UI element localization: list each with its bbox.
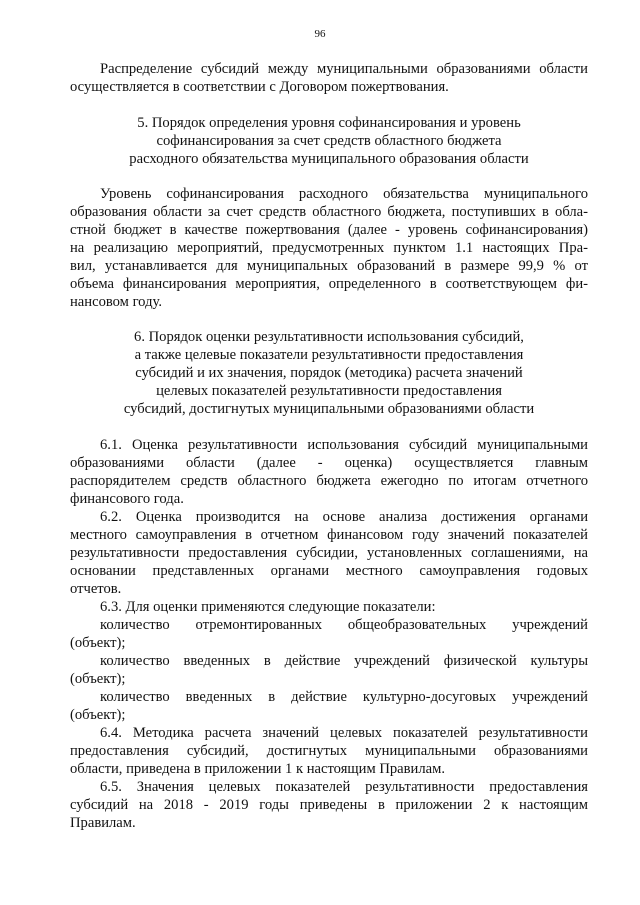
p61-line-1: 6.1. Оценка результативности использования субсидий муниципальными: [100, 437, 588, 453]
section5-heading-line-2: софинансирования за счет средств областного бюджета: [156, 133, 502, 149]
section6-heading-line-5: субсидий, достигнутых муниципальными образованиями области: [123, 401, 535, 417]
section5-heading-line-3: расходного обязательства муниципального образования области: [129, 151, 529, 167]
intro-line-2: осуществляется в соответствии с Договором пожертвования.: [70, 79, 449, 95]
section5-body-line-7: нансовом году.: [70, 294, 162, 310]
p61-line-4: финансового года.: [70, 491, 184, 507]
section5-heading-line-1: 5. Порядок определения уровня софинансирования и уровень: [137, 115, 521, 131]
section6-heading-line-1: 6. Порядок оценки результативности использования субсидий,: [134, 329, 524, 345]
section6-heading-line-2: а также целевые показатели результативности предоставления: [134, 347, 524, 363]
p62-line-2: местного самоуправления в отчетном финансовом году значений показателей: [70, 527, 588, 543]
p64-line-2: предоставления субсидий, достигнутых муниципальными образованиями: [70, 743, 588, 759]
p63-line-7: (объект);: [70, 707, 126, 723]
section5-body-line-2: образования области за счет средств областного бюджета, поступивших в обла-: [70, 204, 588, 220]
p62-line-3: результативности предоставления субсидии, установленных соглашениями, на: [70, 545, 588, 561]
p62-line-4: основании представленных органами местного самоуправления годовых: [70, 563, 588, 579]
intro-line-1: Распределение субсидий между муниципальными образованиями области: [100, 61, 588, 77]
section6-heading-line-4: целевых показателей результативности предоставления: [156, 383, 502, 399]
p63-line-3: (объект);: [70, 635, 126, 651]
p65-line-1: 6.5. Значения целевых показателей результативности предоставления: [100, 779, 588, 795]
section5-body-line-3: стной бюджет в качестве пожертвования (далее - уровень софинансирования): [70, 222, 588, 238]
p64-line-3: области, приведена в приложении 1 к настоящим Правилам.: [70, 761, 445, 777]
p62-line-5: отчетов.: [70, 581, 122, 597]
section5-body-line-1: Уровень софинансирования расходного обязательства муниципального: [100, 186, 588, 202]
p65-line-2: субсидий на 2018 - 2019 годы приведены в приложении 2 к настоящим: [70, 797, 588, 813]
p65-line-3: Правилам.: [70, 815, 136, 831]
section5-body-line-5: вил, устанавливается для муниципальных образований в размере 99,9 % от: [70, 258, 588, 274]
p63-line-6: количество введенных в действие культурно-досуговых учреждений: [100, 689, 588, 705]
p63-line-5: (объект);: [70, 671, 126, 687]
p61-line-3: распорядителем средств областного бюджета ежегодно по итогам отчетного: [70, 473, 588, 489]
p64-line-1: 6.4. Методика расчета значений целевых показателей результативности: [100, 725, 588, 741]
p63-line-2: количество отремонтированных общеобразовательных учреждений: [100, 617, 588, 633]
section5-body-line-6: объема финансирования мероприятия, определенного в соответствующем фи-: [70, 276, 588, 292]
p61-line-2: образованиями области (далее - оценка) осуществляется главным: [70, 455, 588, 471]
p63-line-4: количество введенных в действие учреждений физической культуры: [100, 653, 588, 669]
section6-heading-line-3: субсидий и их значения, порядок (методика) расчета значений: [135, 365, 523, 381]
p63-line-1: 6.3. Для оценки применяются следующие показатели:: [100, 599, 436, 615]
p62-line-1: 6.2. Оценка производится на основе анализа достижения органами: [100, 509, 588, 525]
page-number: 96: [314, 28, 326, 40]
section5-body-line-4: на реализацию мероприятий, предусмотренных пунктом 1.1 настоящих Пра-: [70, 240, 588, 256]
